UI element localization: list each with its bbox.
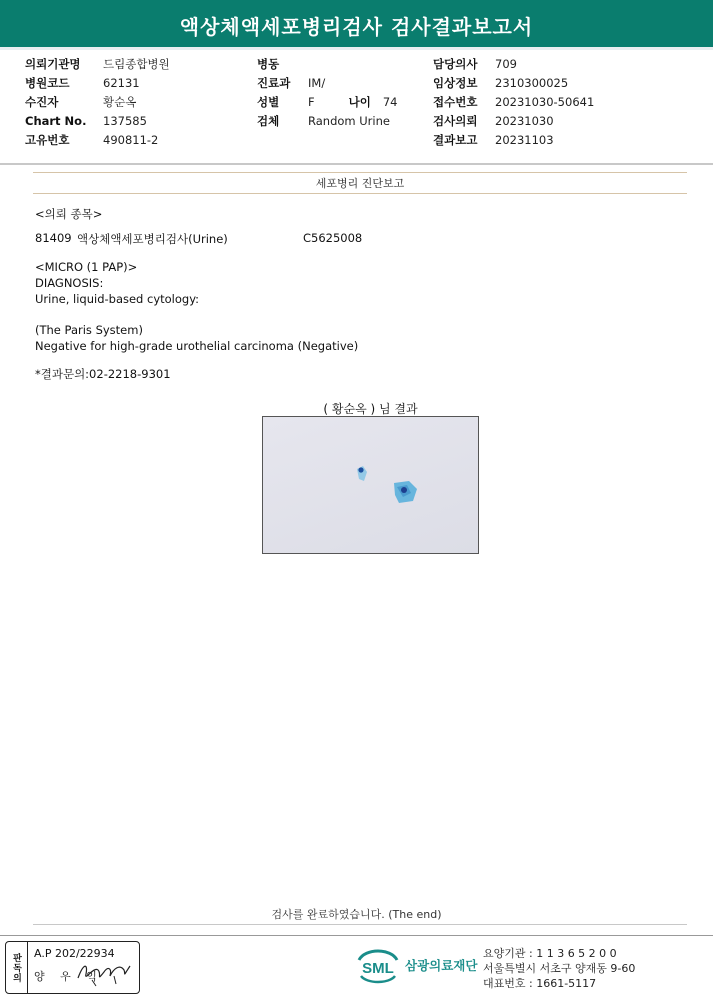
info-row-patient-name [25, 93, 170, 112]
order-name: 액상체액세포병리검사(Urine) [77, 232, 228, 246]
info-value: 62131 [103, 76, 140, 90]
sml-logo [355, 946, 477, 984]
footer-divider-bottom [0, 935, 713, 936]
report-title: 액상체액세포병리검사 검사결과보고서 [179, 14, 534, 39]
report-title-bar [0, 0, 713, 50]
info-value: 20231103 [495, 133, 554, 147]
contact-block [483, 946, 635, 991]
info-label: 의뢰기관명 [25, 57, 81, 71]
info-row-sex-age [257, 93, 397, 112]
info-row-receipt-no [433, 93, 594, 112]
order-code: 81409 [35, 231, 72, 245]
doctor-name: 양 우 익 [34, 970, 103, 983]
order-heading: <의뢰 종목> [35, 207, 103, 221]
info-row-department [257, 74, 397, 93]
info-value: 20231030 [495, 114, 554, 128]
end-text: 검사를 완료하였습니다. (The end) [271, 908, 442, 921]
info-label: 병원코드 [25, 76, 70, 90]
patient-info-col1 [25, 55, 170, 150]
info-row-doctor [433, 55, 594, 74]
info-row-hospital-code [25, 74, 170, 93]
info-value: 709 [495, 57, 517, 71]
info-value: 2310300025 [495, 76, 569, 90]
order-number: C5625008 [303, 231, 363, 245]
patient-info-col2 [257, 55, 397, 131]
info-label: 병동 [257, 57, 280, 71]
info-label: 검사의뢰 [433, 114, 478, 128]
info-label: 성별 [257, 95, 280, 109]
info-row-request-date [433, 112, 594, 131]
info-label: 임상정보 [433, 76, 478, 90]
system-name: (The Paris System) [35, 323, 143, 337]
license-number: A.P 202/22934 [34, 947, 115, 960]
info-row-unique-id [25, 131, 170, 150]
info-row-clinical-info [433, 74, 594, 93]
sml-logo-text: SML [362, 960, 394, 977]
info-value: 황순옥 [103, 95, 137, 109]
header-divider [0, 163, 713, 165]
info-label: 접수번호 [433, 95, 478, 109]
contact-note: *결과문의:02-2218-9301 [35, 367, 171, 381]
signature-icon [74, 956, 134, 988]
info-label: Chart No. [25, 114, 87, 128]
info-value: 137585 [103, 114, 147, 128]
cytology-image [262, 416, 479, 554]
org-name: 삼광의료재단 [405, 958, 478, 973]
cell-drawing [263, 417, 478, 553]
info-value: IM/ [308, 76, 326, 90]
info-value: 20231030-50641 [495, 95, 595, 109]
info-row-requesting-institution [25, 55, 170, 74]
info-label: 담당의사 [433, 57, 478, 71]
title-underline [0, 47, 713, 50]
address: 서울특별시 서초구 양재동 9-60 [483, 962, 636, 975]
info-label: 검체 [257, 114, 280, 128]
info-label: 수진자 [25, 95, 59, 109]
facility-code: 요양기관 : 1 1 3 6 5 2 0 0 [483, 947, 617, 960]
info-row-chart-no [25, 112, 170, 131]
info-row-ward [257, 55, 397, 74]
info-value: Random Urine [308, 114, 390, 128]
stamp-side [6, 942, 28, 993]
phone: 대표번호 : 1661-5117 [483, 977, 597, 990]
sml-logo-icon [355, 946, 401, 984]
info-label: 진료과 [257, 76, 291, 90]
info-label: 나이 [348, 95, 371, 109]
diagnosis-type: Urine, liquid-based cytology: [35, 292, 200, 306]
patient-info-col3 [433, 55, 594, 150]
diagnosis-result: Negative for high-grade urothelial carcinoma (Negative) [35, 339, 359, 353]
stamp-side-label: 판독의 [11, 952, 21, 983]
stamp-main [28, 942, 139, 993]
image-caption: ( 황순옥 ) 님 결과 [323, 402, 418, 416]
info-row-report-date [433, 131, 594, 150]
info-value: 490811-2 [103, 133, 159, 147]
info-value: F [308, 95, 315, 109]
info-value: 74 [382, 95, 398, 109]
diagnosis-label: DIAGNOSIS: [35, 276, 104, 290]
footer-divider [33, 924, 687, 925]
info-row-specimen [257, 112, 397, 131]
info-label: 고유번호 [25, 133, 70, 147]
section-title: 세포병리 진단보고 [33, 172, 687, 194]
info-value: 드림종합병원 [103, 57, 170, 71]
info-label: 결과보고 [433, 133, 478, 147]
pathologist-stamp [5, 941, 140, 994]
micro-heading: <MICRO (1 PAP)> [35, 260, 138, 274]
